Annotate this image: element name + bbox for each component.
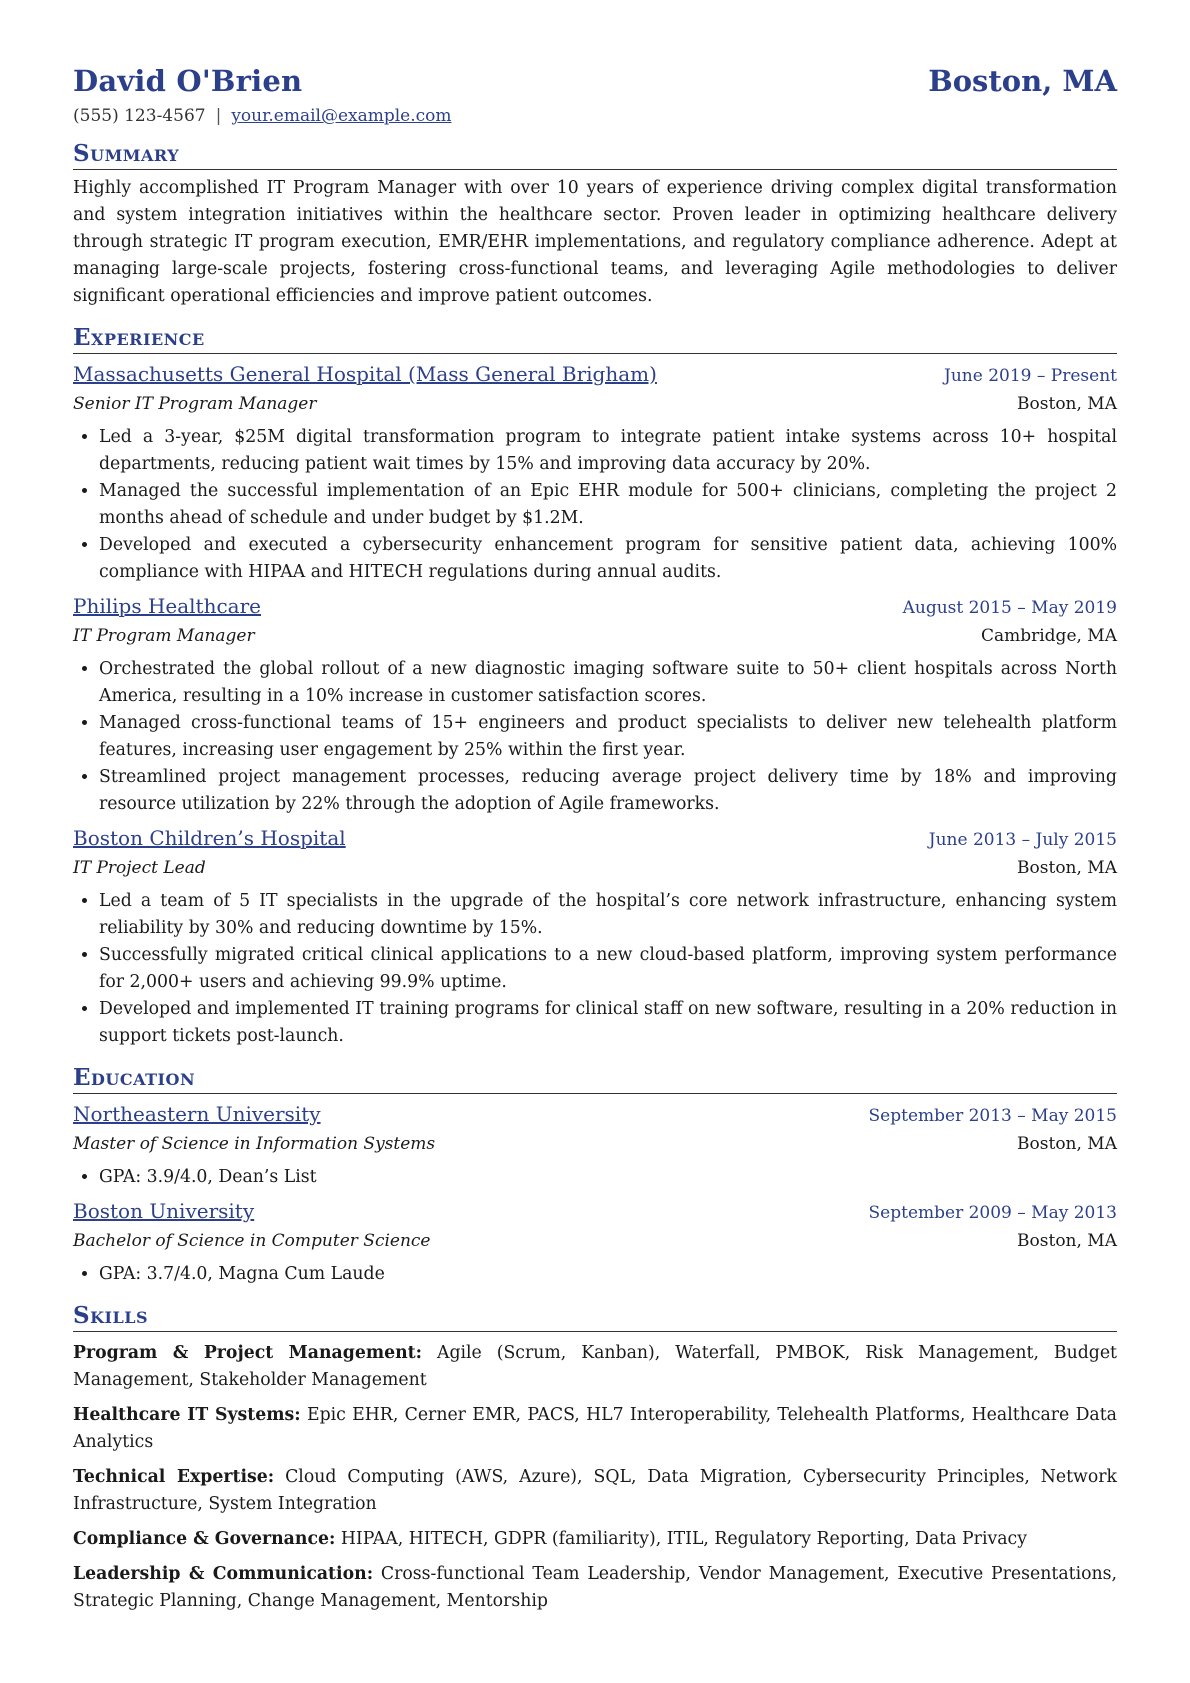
bullet-item: • Managed the successful implementation of an Epic EHR module for 500+ clinicians, completing the project 2 months ahead of schedule and under budget by $1.2M.	[99, 478, 1117, 532]
section-title-skills: Skills	[73, 1302, 1117, 1332]
skill-list: Cross-functional Team Leadership, Vendor Management, Executive Presentations, Strategic Planning, Change Management, Mentorship	[73, 1564, 1117, 1611]
bullet-item: • Orchestrated the global rollout of a new diagnostic imaging software suite to 50+ client hospitals across North America, resulting in a 10% increase in customer satisfaction scores.	[99, 656, 1117, 710]
entry-location: Boston, MA	[1017, 394, 1117, 414]
bullet-item: • Managed cross-functional teams of 15+ engineers and product specialists to deliver new telehealth platform features, increasing user engagement by 25% within the first year.	[99, 710, 1117, 764]
skill-list: HIPAA, HITECH, GDPR (familiarity), ITIL, Regulatory Reporting, Data Privacy	[335, 1529, 1027, 1549]
entry-location: Boston, MA	[1017, 1231, 1117, 1251]
job-title: IT Project Lead	[73, 858, 206, 878]
job-title: Senior IT Program Manager	[73, 394, 317, 414]
bullet-list	[73, 1164, 1117, 1191]
bullet-item: • Led a team of 5 IT specialists in the upgrade of the hospital’s core network infrastructure, enhancing system reliability by 30% and reducing downtime by 15%.	[99, 888, 1117, 942]
education-entry	[73, 1197, 1117, 1288]
bullet-item: • GPA: 3.9/4.0, Dean’s List	[99, 1164, 1117, 1191]
candidate-location: Boston, MA	[928, 64, 1117, 98]
education-entry	[73, 1100, 1117, 1191]
contact-line	[73, 106, 1117, 126]
entry-dates: September 2009 – May 2013	[868, 1203, 1117, 1223]
entry-dates: June 2013 – July 2015	[928, 830, 1117, 850]
skill-line	[73, 1464, 1117, 1518]
bullet-item: • Successfully migrated critical clinical applications to a new cloud-based platform, improving system performance for 2,000+ users and achieving 99.9% uptime.	[99, 942, 1117, 996]
bullet-list	[73, 888, 1117, 1050]
skill-list: Agile (Scrum, Kanban), Waterfall, PMBOK, Risk Management, Budget Management, Stakeholder Management	[73, 1343, 1117, 1390]
section-title-experience: Experience	[73, 324, 1117, 354]
skill-line	[73, 1561, 1117, 1615]
summary-text: Highly accomplished IT Program Manager with over 10 years of experience driving complex digital transformation and system integration initiatives within the healthcare sector. Proven leader in optimizing healthcare delivery through strategic IT program execution, EMR/EHR implementations, and regulatory compliance adherence. Adept at managing large-scale projects, fostering cross-functional teams, and leveraging Agile methodologies to deliver significant operational efficiencies and improve patient outcomes.	[73, 178, 1117, 306]
school-link[interactable]: Boston University	[73, 1199, 255, 1223]
section-title-education: Education	[73, 1064, 1117, 1094]
skill-category: Leadership & Communication:	[73, 1564, 374, 1584]
bullet-item: • GPA: 3.7/4.0, Magna Cum Laude	[99, 1261, 1117, 1288]
skill-list: Cloud Computing (AWS, Azure), SQL, Data Migration, Cybersecurity Principles, Network Infrastructure, System Integration	[73, 1467, 1117, 1514]
school-link[interactable]: Northeastern University	[73, 1102, 321, 1126]
bullet-list	[73, 424, 1117, 586]
entry-dates: June 2019 – Present	[944, 366, 1117, 386]
entry-location: Cambridge, MA	[980, 626, 1117, 646]
experience-entry	[73, 360, 1117, 586]
skill-line	[73, 1526, 1117, 1553]
entry-location: Boston, MA	[1017, 1134, 1117, 1154]
header	[73, 64, 1117, 98]
job-title: IT Program Manager	[73, 626, 255, 646]
skill-line	[73, 1340, 1117, 1394]
phone-number: (555) 123-4567	[73, 106, 206, 126]
bullet-list	[73, 656, 1117, 818]
employer-link[interactable]: Boston Children’s Hospital	[73, 826, 346, 850]
section-title-summary: Summary	[73, 140, 1117, 170]
employer-link[interactable]: Massachusetts General Hospital (Mass General Brigham)	[73, 362, 657, 386]
skill-category: Program & Project Management:	[73, 1343, 423, 1363]
skill-category: Compliance & Governance:	[73, 1529, 336, 1549]
bullet-item: • Streamlined project management processes, reducing average project delivery time by 18% and improving resource utilization by 22% through the adoption of Agile frameworks.	[99, 764, 1117, 818]
skill-line	[73, 1402, 1117, 1456]
bullet-list	[73, 1261, 1117, 1288]
entry-dates: September 2013 – May 2015	[868, 1106, 1117, 1126]
experience-entry	[73, 592, 1117, 818]
degree-title: Master of Science in Information Systems	[73, 1134, 436, 1154]
entry-location: Boston, MA	[1017, 858, 1117, 878]
contact-separator: |	[215, 106, 222, 126]
bullet-item: • Developed and implemented IT training programs for clinical staff on new software, resulting in a 20% reduction in support tickets post-launch.	[99, 996, 1117, 1050]
experience-entry	[73, 824, 1117, 1050]
email-link[interactable]: your.email@example.com	[231, 106, 452, 126]
entry-dates: August 2015 – May 2019	[902, 598, 1117, 618]
candidate-name: David O'Brien	[73, 64, 303, 98]
skill-category: Healthcare IT Systems:	[73, 1405, 301, 1425]
bullet-item: • Developed and executed a cybersecurity enhancement program for sensitive patient data, achieving 100% compliance with HIPAA and HITECH regulations during annual audits.	[99, 532, 1117, 586]
employer-link[interactable]: Philips Healthcare	[73, 594, 261, 618]
skill-list: Epic EHR, Cerner EMR, PACS, HL7 Interoperability, Telehealth Platforms, Healthcare Data Analytics	[73, 1405, 1117, 1452]
degree-title: Bachelor of Science in Computer Science	[73, 1231, 431, 1251]
skill-category: Technical Expertise:	[73, 1467, 275, 1487]
bullet-item: • Led a 3-year, $25M digital transformation program to integrate patient intake systems across 10+ hospital departments, reducing patient wait times by 15% and improving data accuracy by 20%.	[99, 424, 1117, 478]
